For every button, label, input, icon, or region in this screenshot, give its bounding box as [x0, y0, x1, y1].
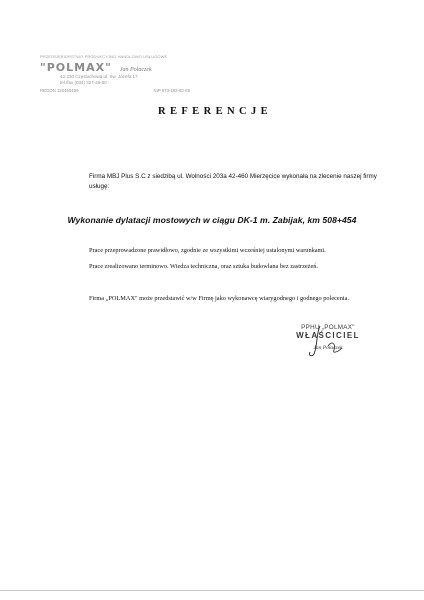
letterhead-phone: tel./fax (034) 327-45-50 — [60, 80, 107, 85]
letterhead-nip: NIP 573-103-60-69 — [153, 88, 190, 93]
recommendation-paragraph: Firma „POLMAX" może przedstawić w/w Firmę jako wykonawcę wiarygodnego i godnego polecenia. — [89, 295, 349, 302]
letterhead-stamp — [40, 54, 190, 93]
letterhead-brand: "POLMAX" — [40, 61, 112, 74]
letterhead-owner: Jan Połaczek — [119, 67, 152, 73]
handwritten-signature-icon — [298, 324, 358, 358]
document-title: REFERENCJE — [157, 106, 272, 117]
letterhead-address: 42-230 Częstochowa ul. Św. Józefa 17 — [60, 74, 138, 79]
signature-stamp — [278, 324, 378, 351]
scan-edge-line — [0, 590, 424, 591]
intro-paragraph: Firma MBJ Plus S.C z siedzibą ul. Wolności 203a 42-460 Mierzęcice wykonała na zlecenie naszej firmy usługę: — [89, 173, 377, 190]
signature-company: PPHU „POLMAX" — [301, 324, 355, 331]
signature-name: Jan Połaczek — [313, 345, 343, 351]
letterhead-regon: REGON 150460469 — [40, 88, 79, 93]
quality-paragraph: Prace przeprowadzone prawidłowo, zgodnie ze wszystkimi wcześniej ustalonymi warunkami. — [89, 247, 326, 254]
service-subject: Wykonanie dylatacji mostowych w ciągu DK-1 m. Zabijak, km 508+454 — [67, 215, 357, 225]
timeliness-paragraph: Prace zrealizowano terminowo. Wiedza techniczna, oraz sztuka budowlana bez zastrzeżeń. — [89, 263, 318, 270]
letterhead-company-type: PRZEDSIĘBIORSTWO PRODUKCYJNO HANDLOWO USŁUGOWE — [40, 54, 168, 59]
signature-role: WŁAŚCICIEL — [296, 331, 360, 340]
